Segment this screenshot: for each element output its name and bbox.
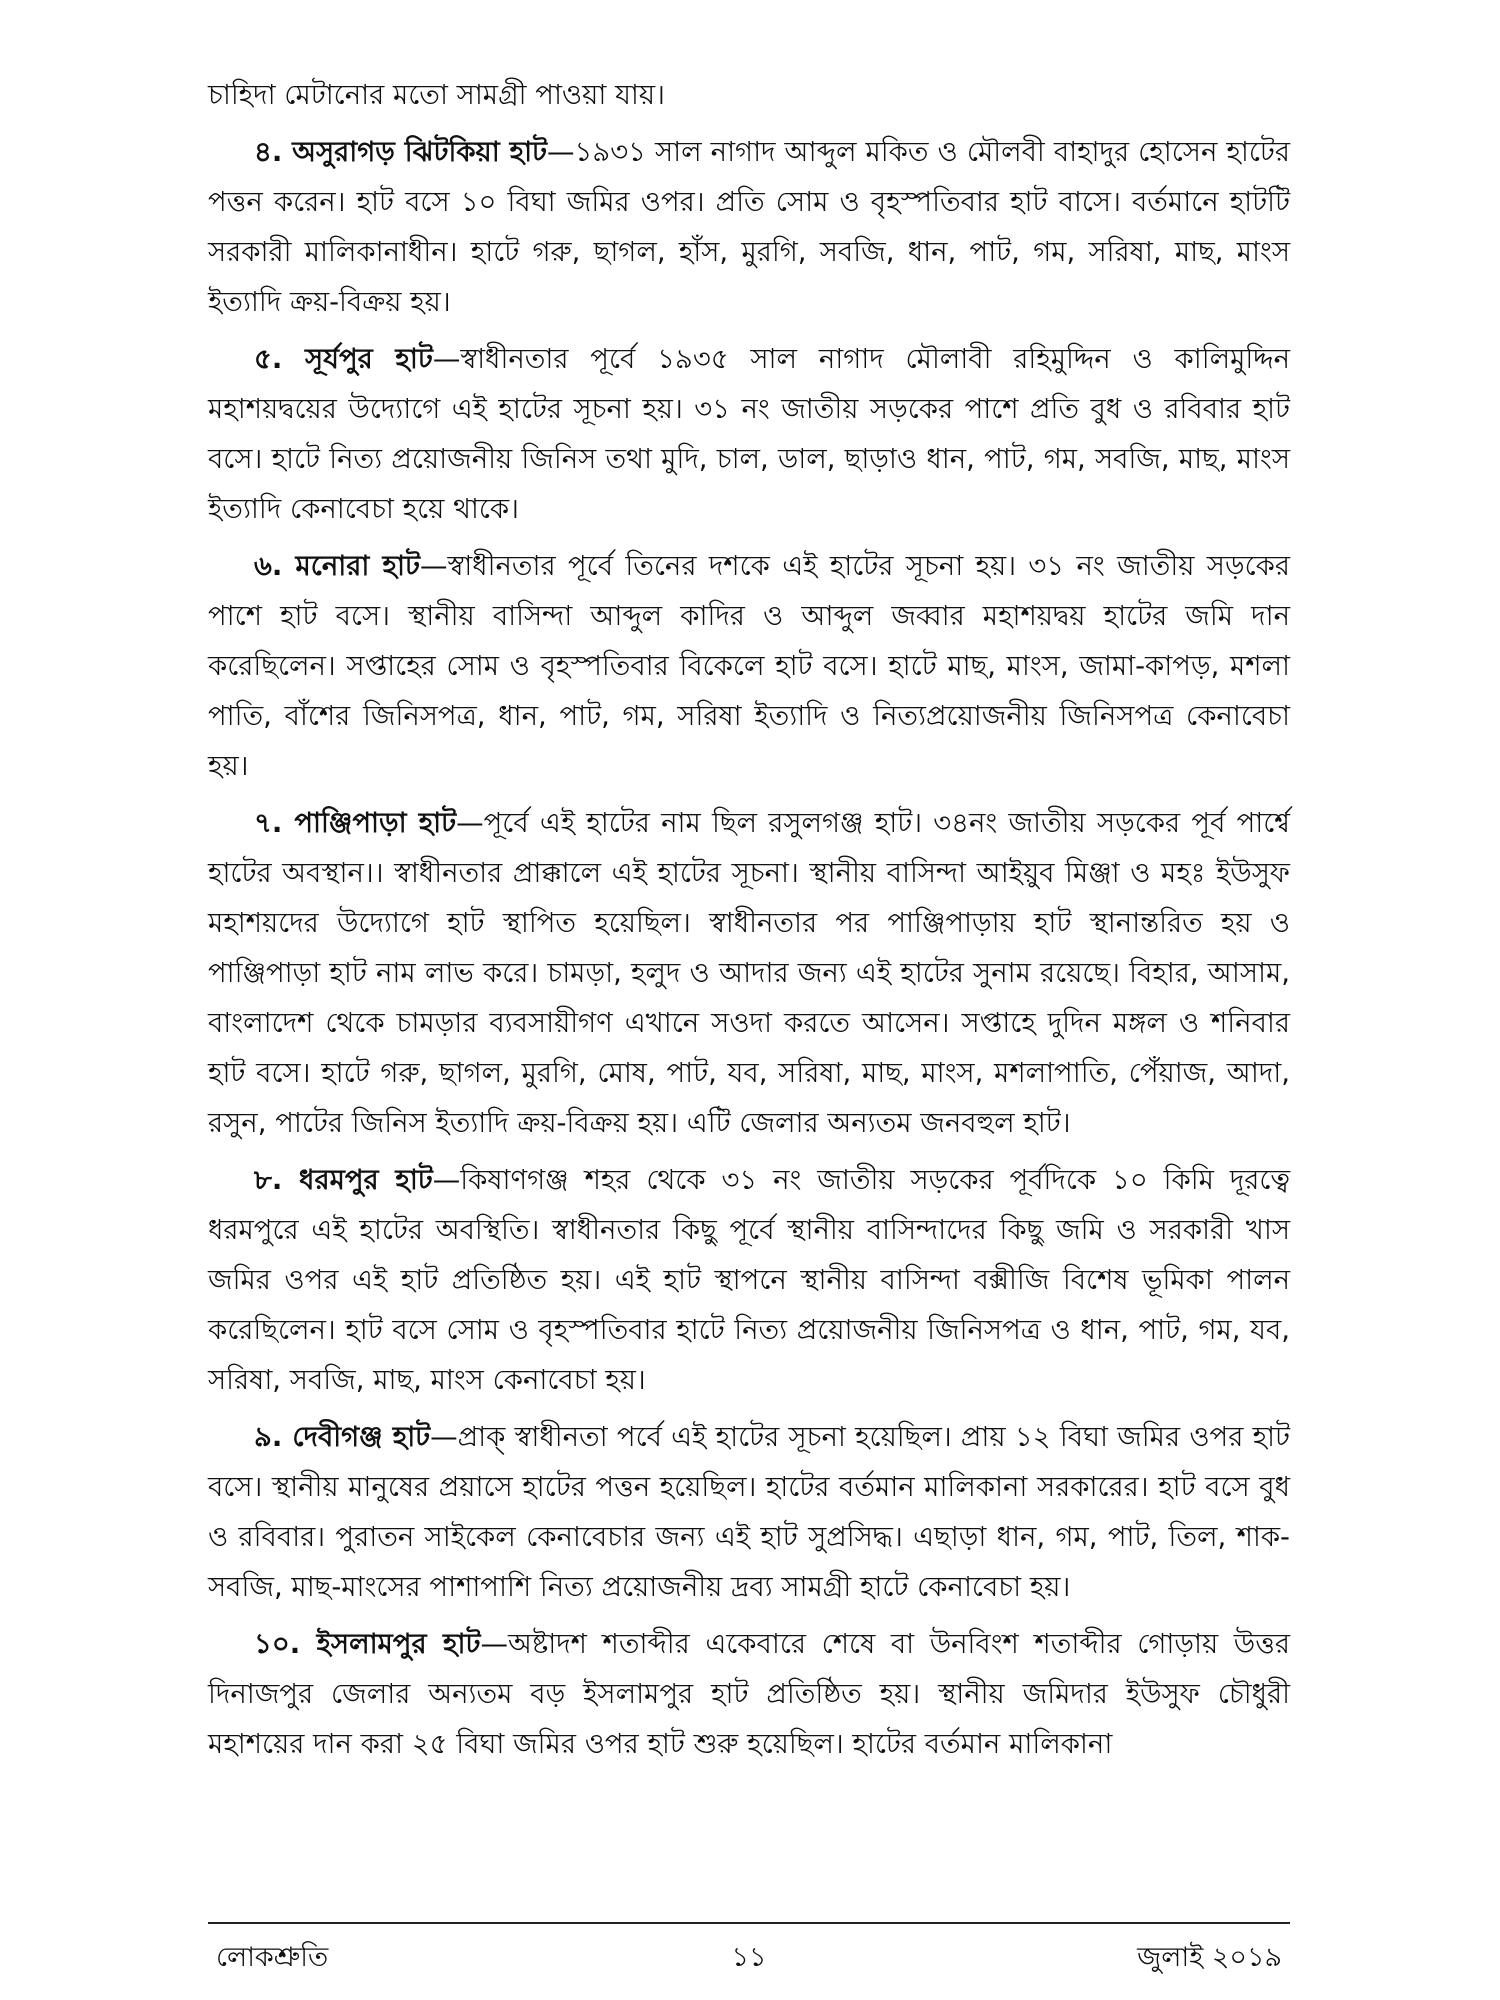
paragraph-title: ৬. মনোরা হাট — [254, 550, 420, 582]
page-footer — [208, 1935, 1290, 1981]
paragraph — [208, 70, 1290, 120]
paragraph — [208, 1412, 1290, 1612]
paragraph — [208, 1155, 1290, 1405]
paragraph-text: —১৯৩১ সাল নাগাদ আব্দুল মকিত ও মৌলবী বাহাদুর হোসেন হাটের পত্তন করেন। হাট বসে ১০ বিঘা জমির ওপর। প্রতি সোম ও বৃহস্পতিবার হাট বাসে। বর্তমানে হাটটি সরকারী মালিকানাধীন। হাটে গরু, ছাগল, হাঁস, মুরগি, সবজি, ধান, পাট, গম, সরিষা, মাছ, মাংস ইত্যাদি ক্রয়-বিক্রয় হয়। — [208, 136, 1290, 318]
paragraph-text: —স্বাধীনতার পূর্বে ১৯৩৫ সাল নাগাদ মৌলাবী রহিমুদ্দিন ও কালিমুদ্দিন মহাশয়দ্বয়ের উদ্যোগে এই হাটের সূচনা হয়। ৩১ নং জাতীয় সড়কের পাশে প্রতি বুধ ও রবিবার হাট বসে। হাটে নিত্য প্রয়োজনীয় জিনিস তথা মুদি, চাল, ডাল, ছাড়াও ধান, পাট, গম, সবজি, মাছ, মাংস ইত্যাদি কেনাবেচা হয়ে থাকে। — [208, 343, 1290, 525]
paragraph — [208, 541, 1290, 791]
paragraph — [208, 334, 1290, 534]
paragraph-title: ৮. ধরমপুর হাট — [254, 1164, 433, 1196]
paragraph-title: ৫. সূর্যপুর হাট — [254, 343, 433, 375]
paragraph-title: ১০. ইসলামপুর হাট — [254, 1628, 481, 1660]
footer-divider — [208, 1922, 1290, 1924]
paragraph — [208, 798, 1290, 1148]
paragraph-text: —কিষাণগঞ্জ শহর থেকে ৩১ নং জাতীয় সড়কের পূর্বদিকে ১০ কিমি দূরত্বে ধরমপুরে এই হাটের অবস্থিতি। স্বাধীনতার কিছু পূর্বে স্থানীয় বাসিন্দাদের কিছু জমি ও সরকারী খাস জমির ওপর এই হাট প্রতিষ্ঠিত হয়। এই হাট স্থাপনে স্থানীয় বাসিন্দা বক্সীজি বিশেষ ভূমিকা পালন করেছিলেন। হাট বসে সোম ও বৃহস্পতিবার হাটে নিত্য প্রয়োজনীয় জিনিসপত্র ও ধান, পাট, গম, যব, সরিষা, সবজি, মাছ, মাংস কেনাবেচা হয়। — [208, 1164, 1291, 1396]
page-number: ১১ — [731, 1942, 767, 1973]
paragraph — [208, 1619, 1290, 1769]
publication-name: লোকশ্রুতি — [216, 1942, 329, 1973]
paragraph-text: —স্বাধীনতার পূর্বে তিনের দশকে এই হাটের সূচনা হয়। ৩১ নং জাতীয় সড়কের পাশে হাট বসে। স্থানীয় বাসিন্দা আব্দুল কাদির ও আব্দুল জব্বার মহাশয়দ্বয় হাটের জমি দান করেছিলেন। সপ্তাহের সোম ও বৃহস্পতিবার বিকেলে হাট বসে। হাটে মাছ, মাংস, জামা-কাপড়, মশলা পাতি, বাঁশের জিনিসপত্র, ধান, পাট, গম, সরিষা ইত্যাদি ও নিত্যপ্রয়োজনীয় জিনিসপত্র কেনাবেচা হয়। — [208, 550, 1290, 782]
paragraph-text: —পূর্বে এই হাটের নাম ছিল রসুলগঞ্জ হাট। ৩৪নং জাতীয় সড়কের পূর্ব পার্শ্বে হাটের অবস্থান।। স্বাধীনতার প্রাক্কালে এই হাটের সূচনা। স্থানীয় বাসিন্দা আইয়ুব মিঞ্জা ও মহঃ ইউসুফ মহাশয়দের উদ্যোগে হাট স্থাপিত হয়েছিল। স্বাধীনতার পর পাঞ্জিপাড়ায় হাট স্থানান্তরিত হয় ও পাঞ্জিপাড়া হাট নাম লাভ করে। চামড়া, হলুদ ও আদার জন্য এই হাটের সুনাম রয়েছে। বিহার, আসাম, বাংলাদেশ থেকে চামড়ার ব্যবসায়ীগণ এখানে সওদা করতে আসেন। সপ্তাহে দুদিন মঙ্গল ও শনিবার হাট বসে। হাটে গরু, ছাগল, মুরগি, মোষ, পাট, যব, সরিষা, মাছ, মাংস, মশলাপাতি, পেঁয়াজ, আদা, রসুন, পাটের জিনিস ইত্যাদি ক্রয়-বিক্রয় হয়। এটি জেলার অন্যতম জনবহুল হাট। — [208, 807, 1290, 1139]
page-body — [208, 70, 1290, 1776]
paragraph-title: ৭. পাঞ্জিপাড়া হাট — [254, 807, 457, 839]
paragraph-title: ৯. দেবীগঞ্জ হাট — [254, 1421, 431, 1453]
paragraph — [208, 127, 1290, 327]
paragraph-text: —অষ্টাদশ শতাব্দীর একেবারে শেষে বা উনবিংশ শতাব্দীর গোড়ায় উত্তর দিনাজপুর জেলার অন্যতম বড় ইসলামপুর হাট প্রতিষ্ঠিত হয়। স্থানীয় জমিদার ইউসুফ চৌধুরী মহাশয়ের দান করা ২৫ বিঘা জমির ওপর হাট শুরু হয়েছিল। হাটের বর্তমান মালিকানা — [208, 1628, 1290, 1760]
paragraph-title: ৪. অসুরাগড় ঝিটকিয়া হাট — [254, 136, 548, 168]
paragraph-text: চাহিদা মেটানোর মতো সামগ্রী পাওয়া যায়। — [208, 79, 665, 111]
issue-date: জুলাই ২০১৯ — [1137, 1942, 1282, 1973]
paragraph-text: —প্রাক্ স্বাধীনতা পর্বে এই হাটের সূচনা হয়েছিল। প্রায় ১২ বিঘা জমির ওপর হাট বসে। স্থানীয় মানুষের প্রয়াসে হাটের পত্তন হয়েছিল। হাটের বর্তমান মালিকানা সরকারের। হাট বসে বুধ ও রবিবার। পুরাতন সাইকেল কেনাবেচার জন্য এই হাট সুপ্রসিদ্ধ। এছাড়া ধান, গম, পাট, তিল, শাক-সবজি, মাছ-মাংসের পাশাপাশি নিত্য প্রয়োজনীয় দ্রব্য সামগ্রী হাটে কেনাবেচা হয়। — [208, 1421, 1291, 1603]
